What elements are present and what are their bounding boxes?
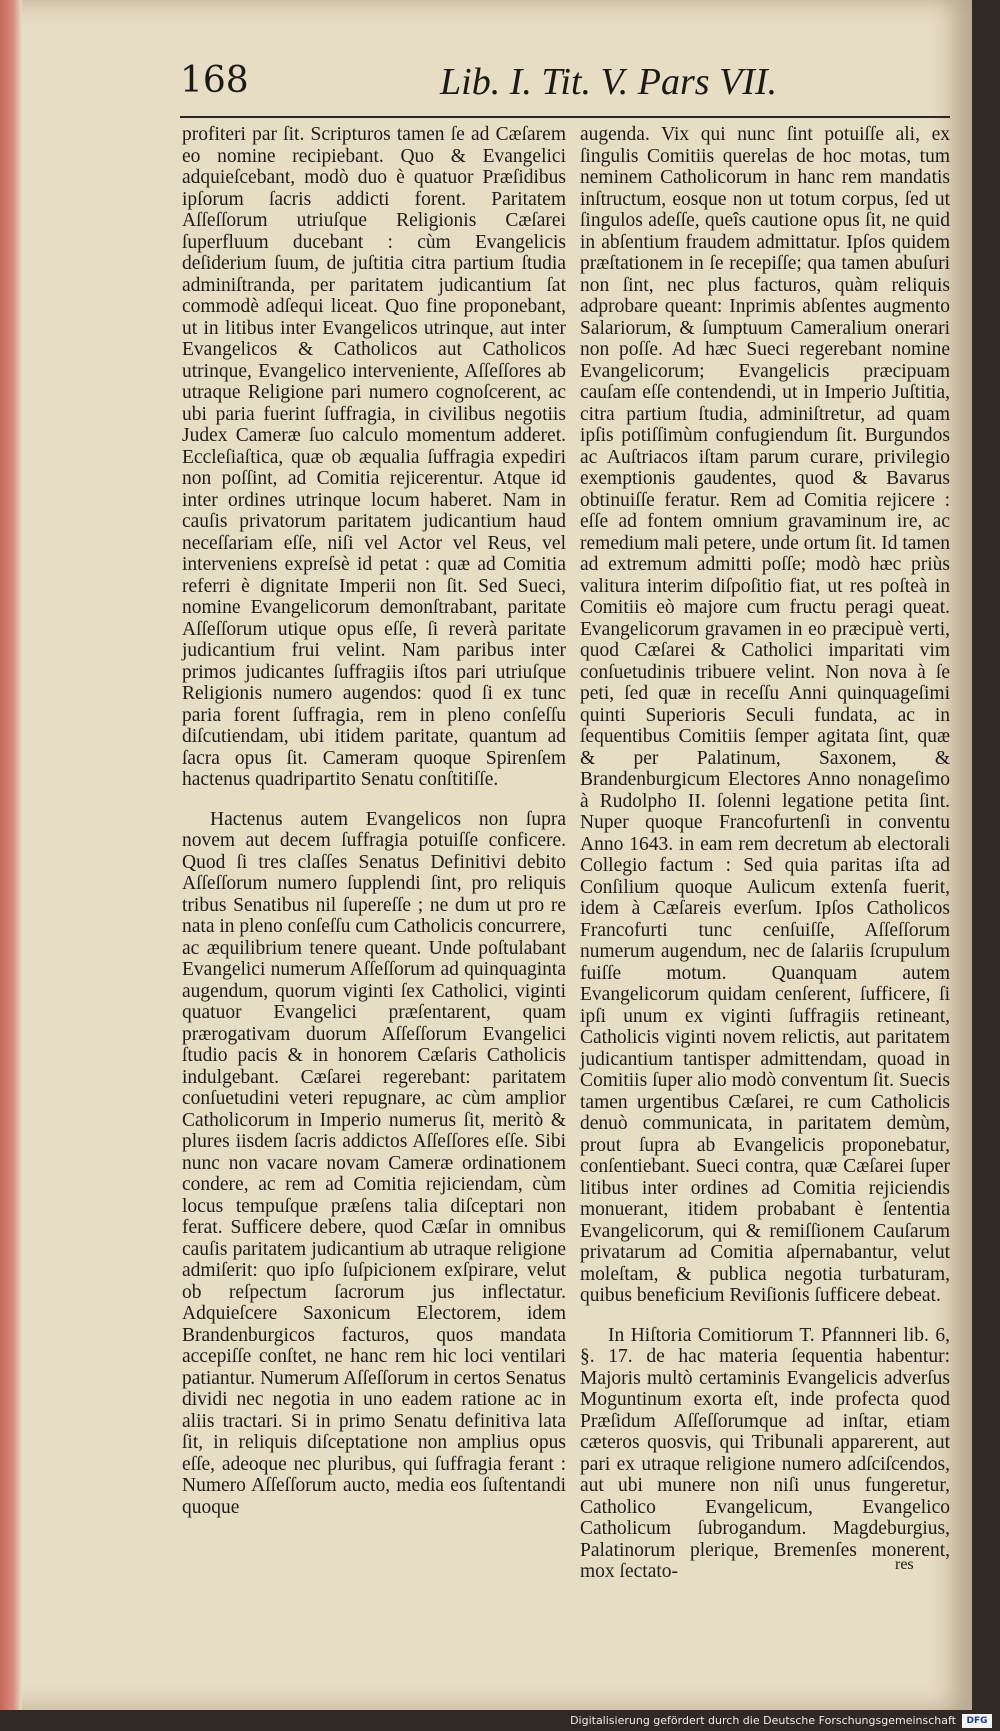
dfg-logo-icon: DFG [962, 1714, 992, 1728]
page-header [180, 60, 778, 115]
left-column [182, 124, 566, 1518]
footer-bar [0, 1712, 1000, 1731]
footer-credit: Digitalisierung gefördert durch die Deutsche Forschungsgemeinschaft [570, 1714, 956, 1727]
right-paragraph-2: In Hiſtoria Comitiorum T. Pfannneri lib. 6, §. 17. de hac materia ſequentia habentur: Majoris multò certaminis Evangelicis adverſus Moguntinum exorta eſt, inde profecta quod Præſidum Aſſeſſorumque ad inſtar, etiam cæteros quosvis, qui Tribunali apparerent, aut pari ex utraque religione numero adſciſcendos, aut ubi munere non niſi unus fungeretur, Catholico Evangelicum, Evangelico Catholicum ſubrogandum. Magdeburgius, Palatinorum plerique, Bremenſes monerent, mox ſectato- [580, 1324, 950, 1582]
header-rule [180, 116, 950, 118]
left-paragraph-2: Hactenus autem Evangelicos non ſupra novem aut decem ſuffragia potuiſſe conficere. Quod ſi tres claſſes Senatus Definitivi debito Aſſeſſorum numero ſupplendi ſint, pro reliquis tribus Senatibus nil ſupereſſe ; ne dum ut pro re nata in pleno conſeſſu cum Catholicis concurrere, ac æquilibrium tenere queant. Unde poſtulabant Evangelici numerum Aſſeſſorum ad quinquaginta augendum, quorum viginti ſex Catholici, viginti quatuor Evangelici præſentarent, quam prærogativam duorum Aſſeſſorum Evangelici ſtudio pacis & in honorem Cæſaris Catholicis indulgebant. Cæſarei regerebant: paritatem conſuetudini veteri repugnare, ac cùm amplior Catholicorum in Imperio numerus ſit, meritò & plures iisdem ſacris addictos Aſſeſſores eſſe. Sibi nunc non vacare novam Cameræ ordinationem condere, ac rem ad Comitia rejiciendam, cùm locus tempuſque præſens talia diſceptari non ferat. Sufficere debere, quod Cæſar in omnibus cauſis paritatem judicantium ab utraque religione admiſerit: quo ipſo ſuſpicionem exſpirare, velut ob reſpectum ſacrorum jus inflectatur. Adquieſcere Saxonicum Electorem, idem Brandenburgicos facturos, quos mandata accepiſſe conſtet, ne hanc rem hic loci ventilari patiantur. Numerum Aſſeſſorum in certos Senatus dividi nec negotia in uno eadem ratione ac in aliis tractari. Si in primo Senatu definitiva lata ſit, in reliquis diſceptatione non amplius opus eſſe, adeoque nec pluribus, qui ſuffragia ferant : Numero Aſſeſſorum aucto, media eos ſuſtentandi quoque [182, 808, 566, 1518]
right-column [580, 124, 950, 1583]
running-title: Lib. I. Tit. V. Pars VII. [440, 61, 778, 103]
page-edge [0, 0, 22, 1710]
page-number: 168 [180, 60, 249, 101]
catchword: res [895, 1556, 914, 1573]
right-paragraph-1: augenda. Vix qui nunc ſint potuiſſe ali, ex ſingulis Comitiis querelas de hoc motas, tum neminem Catholicorum in hanc rem mandatis inſtructum, eosque non ut totum corpus, ſed ut ſingulos adeſſe, queîs cautione opus ſit, ne quid in abſentium fraudem admittatur. Ipſos quidem præſtationem in ſe recepiſſe; qua tamen abuſuri non ſint, nec plus facturos, quàm reliquis adprobare queant: Inprimis abſentes augmento Salariorum, & ſumptuum Cameralium onerari non poſſe. Ad hæc Sueci regerebant nomine Evangelicorum; Evangelicis præcipuam cauſam eſſe contendendi, ut in Imperio Juſtitia, citra partium ſtudia, adminiſtretur, ad quam ipſis potiſſimùm confugiendum ſit. Burgundos ac Auſtriacos iſtam parum curare, privilegio exemptionis gaudentes, quod & Bavarus obtinuiſſe feratur. Rem ad Comitia rejicere : eſſe ad fontem omnium gravaminum ire, ac remedium mali petere, unde ortum ſit. Id tamen ad extremum admitti poſſe; modò hæc priùs valitura interim diſpoſitio fiat, ut res poſteà in Comitiis eò majore cum fructu peragi queat. Evangelicorum gravamen in eo præcipuè verti, quod Cæſarei & Catholici imparitati vim conſuetudinis tribuere velint. Non nova à ſe peti, ſed quæ in receſſu Anni quinquageſimi quinti Superioris Seculi fundata, ac in ſequentibus Comitiis ſemper agitata ſint, quæ & per Palatinum, Saxonem, & Brandenburgicum Electores Anno nonageſimo à Rudolpho II. ſolenni legatione petita ſint. Nuper quoque Francofurtenſi in conventu Anno 1643. in eam rem decretum ab electorali Collegio factum : Sed quia paritas iſta ad Conſilium quoque Aulicum extenſa fuerit, idem à Cæſareis everſum. Ipſos Catholicos Francofurti tunc cenſuiſſe, Aſſeſſorum numerum augendum, nec de ſalariis ſcrupulum fuiſſe motum. Quanquam autem Evangelicorum quidam cenſerent, ſufficere, ſi ipſi unum ex viginti ſuffragiis retineant, Catholicis viginti novem relictis, aut paritatem judicantium tantisper admittendam, quoad in Comitiis ſuper alio modò conventum ſit. Suecis tamen urgentibus Cæſarei, re cum Catholicis denuò communicata, in paritatem demùm, prout ſupra ab Evangelicis proponebatur, conſentiebant. Sueci contra, quæ Cæſarei ſuper litibus inter ordines ad Comitia rejiciendis monuerant, itidem probabant è ſententia Evangelicorum, qui & remiſſionem Cauſarum privatarum ad Comitia aſpernabantur, velut moleſtam, & publica negotia turbaturam, quibus beneficium Reviſionis ſufficere debeat. [580, 124, 950, 1306]
left-paragraph-1: profiteri par ſit. Scripturos tamen ſe ad Cæſarem eo nomine recipiebant. Quo & Evangelici adquieſcebant, modò duo è quatuor Præſidibus ipſorum ſacris addicti forent. Paritatem Aſſeſſorum utriuſque Religionis Cæſarei ſuperfluum ducebant : cùm Evangelicis deſiderium ſuum, de juſtitia citra partium ſtudia adminiſtranda, per paritatem judicantium ſat commodè adſequi liceat. Quo fine proponebant, ut in litibus inter Evangelicos utrinque, aut inter Evangelicos & Catholicos aut Catholicos utrinque, Evangelico interveniente, Aſſeſſores ab utraque Religione pari numero cognoſcerent, ac ubi paria fuerint ſuffragia, in civilibus negotiis Judex Cameræ ſuo calculo momentum adderet. Eccleſiaſtica, quæ ob æqualia ſuffragia expediri non poſſint, ad Comitia rejicerentur. Atque id inter ordines utrinque locum haberet. Nam in cauſis privatorum paritatem judicantium haud neceſſariam eſſe, niſi vel Actor vel Reus, vel interveniens expreſsè id petat : quæ ad Comitia referri è dignitate Imperii non ſit. Sed Sueci, nomine Evangelicorum demonſtrabant, paritate Aſſeſſorum utique opus eſſe, ſi reverà paritate judicantium frui velint. Nam paribus inter primos judicantes ſuffragiis iſtos pari utriuſque Religionis numero augendos: quod ſi ex tunc paria forent ſuffragia, rem in pleno conſeſſu diſcutiendam, ubi itidem paritate, quantum ad ſacra opus ſit. Cameram quoque Spirenſem hactenus quadripartito Senatu conſtitiſſe. [182, 124, 566, 790]
